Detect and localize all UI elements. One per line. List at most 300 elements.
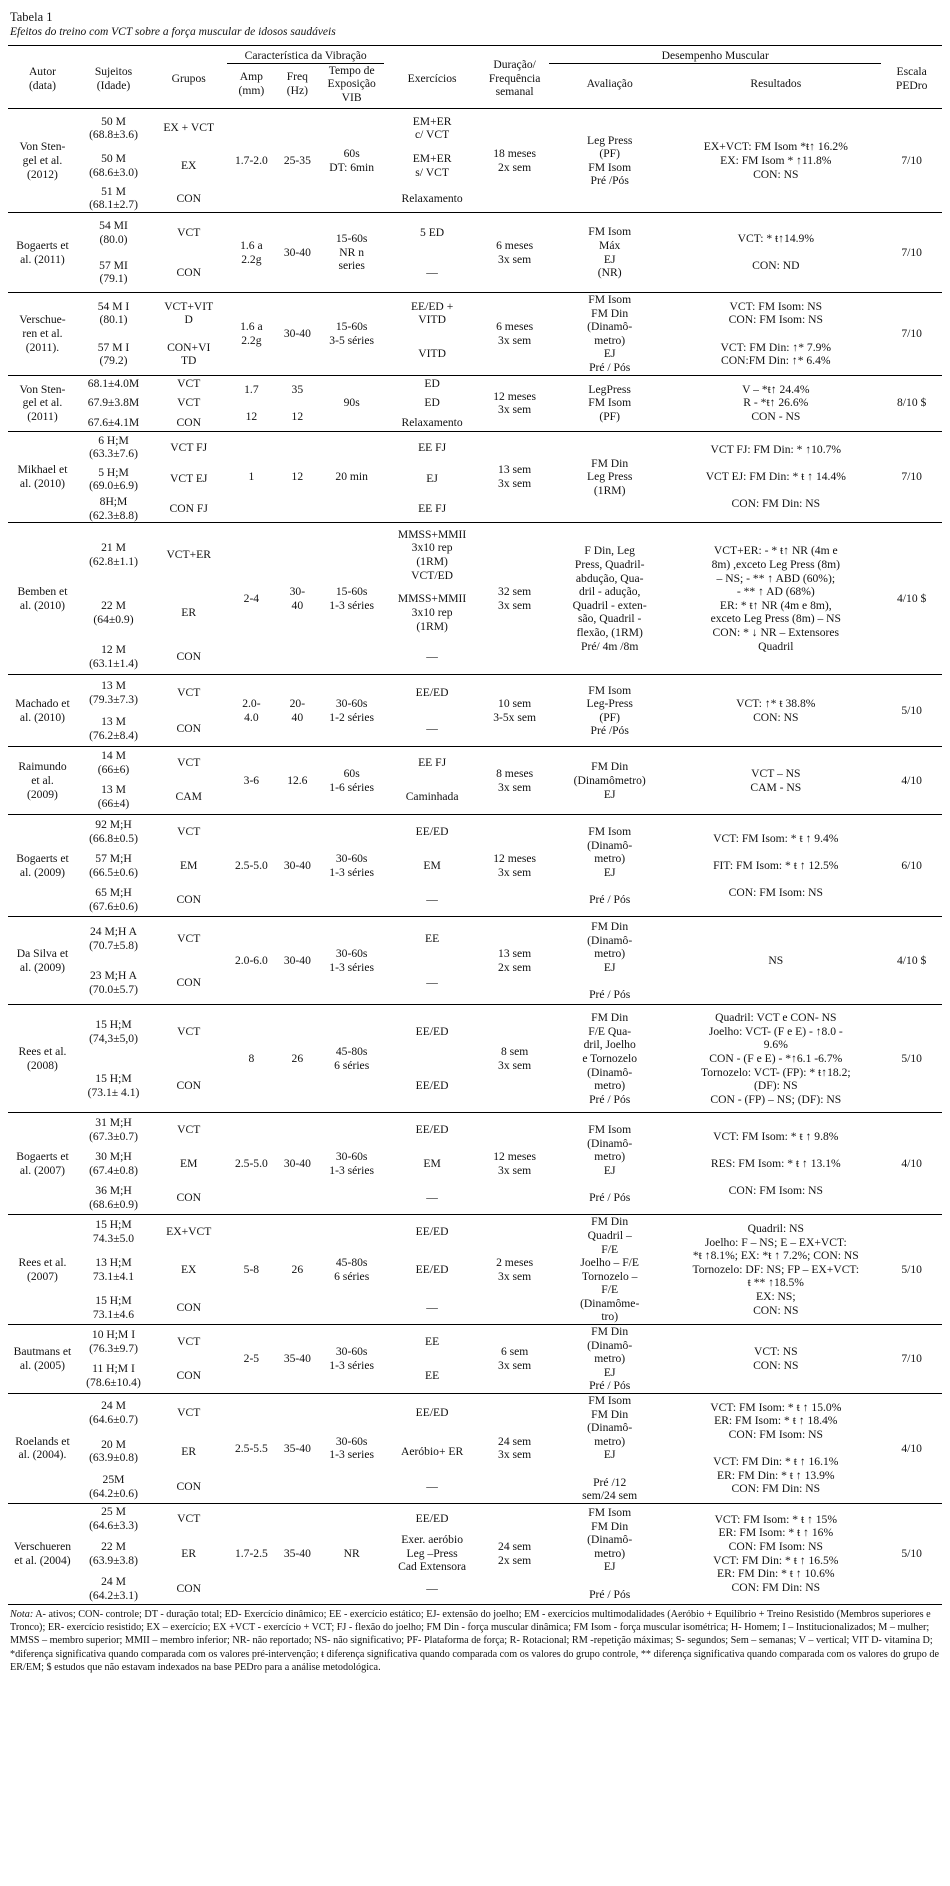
group-cell: CON: [176, 649, 201, 663]
note-label: Nota:: [10, 1608, 34, 1620]
group-cell: CON: [176, 416, 201, 430]
exercise-cell: EM: [423, 1157, 441, 1171]
pedro-score-cell: 8/10 $: [897, 396, 927, 410]
exercise-cell: EE/ED: [415, 1025, 449, 1039]
evaluation-cell: FM Isom FM Din (Dinamô- metro) EJ Pré / Pós: [587, 293, 633, 375]
pedro-score-cell: 7/10: [901, 153, 922, 167]
amp-cell: 1.7 12: [244, 382, 259, 423]
exercise-cell: EE: [425, 1369, 440, 1383]
evaluation-cell: Leg Press (PF) FM Isom Pré /Pós: [586, 133, 633, 188]
evaluation-cell: FM Din Leg Press (1RM): [586, 456, 633, 497]
group-cell: VCT+ER: [166, 548, 211, 562]
results-cell: V – *ŧ↑ 24.4% R - *ŧ↑ 26.6% CON - NS: [742, 382, 810, 423]
author-cell: Machado et al. (2010): [15, 697, 70, 724]
author-cell: Bautmans et al. (2005): [13, 1345, 72, 1373]
time-cell: 30-60s 1-2 séries: [329, 697, 375, 724]
pedro-score-cell: 5/10: [901, 1262, 922, 1276]
study-block: [8, 675, 942, 747]
subjects-cell: 68.1±4.0M: [87, 376, 140, 390]
freq-cell: 30-40: [283, 954, 311, 968]
author-cell: Mikhael et al. (2010): [17, 463, 68, 490]
group-cell: CON: [176, 1479, 201, 1493]
group-cell: CON: [176, 892, 201, 906]
amp-cell: 2-5: [243, 1352, 260, 1366]
subjects-cell: 22 M (64±0.9): [93, 599, 134, 626]
pedro-score-cell: 7/10: [901, 327, 922, 341]
evaluation-cell: LegPress FM Isom (PF): [588, 382, 632, 423]
duration-cell: 8 meses 3x sem: [496, 767, 534, 794]
study-block: [8, 375, 942, 431]
exercise-cell: EE FJ: [418, 440, 447, 454]
evaluation-cell: FM Din F/E Qua- dril, Joelho e Tornozelo (Dinamô- metro) Pré / Pós: [582, 1011, 638, 1106]
time-cell: 30-60s 1-3 séries: [329, 852, 375, 879]
table-title: Efeitos do treino com VCT sobre a força muscular de idosos saudáveis: [10, 26, 336, 38]
group-cell: ER: [181, 1444, 197, 1458]
pedro-score-cell: 4/10: [901, 1441, 922, 1455]
exercise-cell: EE/ED: [415, 1262, 449, 1276]
subjects-cell: 14 M (66±6): [97, 749, 130, 777]
duration-cell: 24 sem 2x sem: [498, 1540, 532, 1567]
header-grupos: Grupos: [171, 71, 206, 85]
author-cell: Raimundo et al. (2009): [18, 760, 67, 801]
subjects-cell: 10 H;M I (76.3±9.7): [89, 1328, 138, 1356]
table-header: [8, 46, 942, 109]
duration-cell: 6 meses 3x sem: [496, 238, 534, 266]
study-block: [8, 213, 942, 293]
subjects-cell: 24 M (64.6±0.7): [89, 1399, 138, 1427]
author-cell: Rees et al. (2007): [18, 1256, 67, 1283]
duration-cell: 6 sem 3x sem: [498, 1345, 532, 1373]
pedro-score-cell: 6/10: [901, 859, 922, 873]
time-cell: 30-60s 1-3 series: [329, 1434, 375, 1462]
evaluation-cell: FM Isom FM Din (Dinamô- metro) EJ Pré /12 sem/24 sem: [582, 1394, 638, 1503]
duration-cell: 12 meses 3x sem: [493, 389, 537, 417]
freq-cell: 35-40: [283, 1546, 311, 1560]
table-row: [8, 1394, 942, 1433]
time-cell: 45-80s 6 séries: [334, 1256, 370, 1283]
time-cell: 60s DT: 6min: [329, 147, 375, 174]
subjects-cell: 54 MI (80.0): [99, 219, 128, 246]
subjects-cell: 15 H;M 74.3±5.0: [92, 1218, 135, 1245]
exercise-cell: EE/ED: [415, 1225, 449, 1239]
note-text: A- ativos; CON- controle; DT - duração total; ED- Exercício dinâmico; EE - exercício estático; EJ- extensão do joelho; EM - exercícios multimodalidades (Aeróbio + Equilíbrio + Treino Resistido (Membros superiores e Tronco); ER- exercício resistido; EX – exercício; EX +VCT - exercício + VCT; FJ - flexão do joelho; FM Din - força muscular dinâmica; FM Isom - força muscular isométrica; H- Homem; I – Institucionalizados; M – mulher; MMSS – membro superior; MMII – membro inferior; NR- não reportado; NS- não significativo; PF- Plataforma de força; R- Rotacional; RM -repetição máximas; S- segundos; Sem – semanas; V – vertical; VIT D- vitamina D; *diferença significativa quando comparada com os valores pré-intervenção; ŧ diferença significativa quando comparada com os valores do grupo controle, ** diferença significativa quando comparada com os valores do grupo de ER/EM; $ estudos que não estavam indexados na base PEDro para a análise metodológica.: [10, 1608, 939, 1674]
author-cell: Bogaerts et al. (2011): [16, 238, 69, 266]
author-cell: Roelands et al. (2004).: [15, 1434, 70, 1462]
freq-cell: 35-40: [283, 1441, 311, 1455]
table-row: [8, 1113, 942, 1147]
pedro-score-cell: 7/10: [901, 1352, 922, 1366]
duration-cell: 2 meses 3x sem: [496, 1256, 534, 1283]
results-cell: VCT: * ŧ↑14.9% CON: ND: [737, 232, 814, 273]
exercise-cell: —: [426, 649, 438, 663]
pedro-score-cell: 4/10 $: [897, 592, 927, 606]
group-cell: VCT: [177, 1406, 201, 1420]
table-row: [8, 1215, 942, 1249]
amp-cell: 1.7-2.5: [234, 1546, 268, 1560]
exercise-cell: Aeróbio+ ER: [400, 1444, 464, 1458]
exercise-cell: —: [426, 265, 438, 279]
results-cell: VCT FJ: FM Din: * ↑10.7% VCT EJ: FM Din: * ŧ ↑ 14.4% CON: FM Din: NS: [705, 442, 846, 511]
time-cell: 30-60s 1-3 séries: [329, 1150, 375, 1177]
exercise-cell: —: [426, 1300, 438, 1314]
duration-cell: 12 meses 3x sem: [493, 852, 537, 879]
study-block: [8, 747, 942, 815]
results-cell: NS: [768, 954, 784, 968]
exercise-cell: MMSS+MMII 3x10 rep (1RM) VCT/ED: [397, 527, 467, 582]
exercise-cell: EE/ED: [415, 825, 449, 839]
results-table: [8, 46, 942, 1605]
exercise-cell: EE: [425, 1335, 440, 1349]
amp-cell: 2-4: [243, 592, 260, 606]
exercise-cell: EE FJ: [418, 501, 447, 515]
study-block: [8, 815, 942, 917]
study-block: [8, 917, 942, 1005]
results-cell: VCT: FM Isom: * ŧ ↑ 9.4% FIT: FM Isom: * ŧ ↑ 12.5% CON: FM Isom: NS: [713, 831, 839, 900]
header-exercicios: Exercícios: [407, 71, 457, 85]
subjects-cell: 15 H;M (73.1± 4.1): [87, 1071, 140, 1099]
group-cell: CON: [176, 1078, 201, 1092]
evaluation-cell: FM Isom (Dinamô- metro) EJ Pré / Pós: [587, 825, 633, 906]
group-cell: EX + VCT: [163, 121, 215, 135]
amp-cell: 5-8: [243, 1262, 260, 1276]
exercise-cell: EE/ED: [415, 686, 449, 700]
table-row: [8, 917, 942, 961]
freq-cell: 30-40: [283, 327, 311, 341]
pedro-score-cell: 7/10: [901, 245, 922, 259]
study-block: [8, 1394, 942, 1504]
results-cell: VCT – NS CAM - NS: [750, 767, 802, 794]
subjects-cell: 21 M (62.8±1.1): [89, 541, 138, 569]
exercise-cell: EE FJ: [418, 756, 447, 770]
table-row: [8, 109, 942, 147]
exercise-cell: EM+ER s/ VCT: [412, 152, 452, 179]
subjects-cell: 30 M;H (67.4±0.8): [89, 1150, 138, 1177]
amp-cell: 1.6 a 2.2g: [240, 238, 263, 266]
header-sujeitos: Sujeitos (Idade): [94, 65, 133, 92]
header-duracao: Duração/ Frequência semanal: [488, 58, 541, 99]
pedro-score-cell: 4/10 $: [897, 954, 927, 968]
group-cell: VCT: [177, 756, 201, 770]
study-block: [8, 1005, 942, 1113]
subjects-cell: 50 M (68.6±3.0): [89, 152, 138, 179]
freq-cell: 30-40: [283, 1157, 311, 1171]
freq-cell: 30- 40: [289, 585, 306, 612]
results-cell: VCT: FM Isom: * ŧ ↑ 15% ER: FM Isom: * ŧ ↑ 16% CON: FM Isom: NS VCT: FM Din: * ŧ ↑ 16.5% ER: FM Din: * ŧ ↑ 10.6% CON: FM Din: NS: [713, 1512, 839, 1594]
duration-cell: 10 sem 3-5x sem: [493, 697, 537, 724]
subjects-cell: 20 M (63.9±0.8): [89, 1437, 138, 1465]
subjects-cell: 67.6±4.1M: [87, 416, 140, 430]
duration-cell: 13 sem 3x sem: [498, 463, 532, 490]
subjects-cell: 57 M I (79.2): [97, 340, 130, 368]
study-block: [8, 431, 942, 523]
study-block: [8, 523, 942, 675]
group-cell: VCT: [177, 376, 201, 390]
amp-cell: 2.5-5.5: [234, 1441, 268, 1455]
subjects-cell: 15 H;M 73.1±4.6: [92, 1293, 135, 1321]
subjects-cell: 13 H;M 73.1±4.1: [92, 1256, 135, 1283]
evaluation-cell: FM Isom Leg-Press (PF) Pré /Pós: [586, 683, 633, 738]
exercise-cell: ED: [424, 396, 440, 410]
time-cell: 15-60s 1-3 séries: [329, 585, 375, 612]
group-cell: VCT FJ: [170, 440, 208, 454]
table-row: [8, 431, 942, 463]
group-cell: CON: [176, 1300, 201, 1314]
subjects-cell: 92 M;H (66.8±0.5): [89, 818, 138, 846]
amp-cell: 1.7-2.0: [234, 153, 268, 167]
header-avaliacao: Avaliação: [586, 77, 633, 91]
results-cell: Quadril: VCT e CON- NS Joelho: VCT- (F e E) - ↑8.0 - 9.6% CON - (F e E) - *↑6.1 -6.7% Tornozelo: VCT- (FP): * ŧ↑18.2; (DF): NS CON - (FP) – NS; (DF): NS: [701, 1011, 851, 1106]
time-cell: 15-60s NR n series: [335, 232, 368, 273]
group-cell: EX: [180, 159, 197, 173]
subjects-cell: 13 M (76.2±8.4): [89, 714, 138, 742]
subjects-cell: 51 M (68.1±2.7): [89, 184, 138, 212]
results-cell: EX+VCT: FM Isom *ŧ↑ 16.2% EX: FM Isom * ↑11.8% CON: NS: [703, 140, 848, 181]
table-row: [8, 213, 942, 253]
study-block: [8, 109, 942, 213]
exercise-cell: 5 ED: [420, 226, 445, 240]
evaluation-cell: FM Din (Dinamô- metro) EJ Pré / Pós: [587, 1325, 633, 1393]
freq-cell: 25-35: [283, 153, 311, 167]
results-cell: VCT: FM Isom: NS CON: FM Isom: NS VCT: FM Din: ↑* 7.9% CON:FM Din: ↑* 6.4%: [720, 299, 832, 368]
study-block: [8, 1113, 942, 1215]
evaluation-cell: FM Isom FM Din (Dinamô- metro) EJ Pré / Pós: [587, 1506, 633, 1601]
subjects-cell: 13 M (79.3±7.3): [89, 679, 138, 707]
group-cell: CON: [176, 1369, 201, 1383]
group-cell: CON: [176, 1582, 201, 1596]
study-block: [8, 1325, 942, 1394]
table-label: Tabela 1: [10, 10, 53, 24]
subjects-cell: 15 H;M (74,3±5,0): [89, 1018, 138, 1046]
exercise-cell: VITD: [418, 347, 446, 361]
evaluation-cell: FM Din (Dinamômetro) EJ: [573, 760, 646, 801]
group-cell: VCT: [177, 1511, 201, 1525]
time-cell: 30-60s 1-3 séries: [329, 947, 375, 974]
pedro-score-cell: 5/10: [901, 1052, 922, 1066]
group-cell: VCT: [177, 1335, 201, 1349]
exercise-cell: EE/ED: [415, 1078, 449, 1092]
author-cell: Da Silva et al. (2009): [16, 947, 69, 974]
freq-cell: 12: [291, 470, 304, 484]
group-cell: ER: [181, 606, 197, 620]
study-block: [8, 293, 942, 376]
duration-cell: 6 meses 3x sem: [496, 320, 534, 347]
table-row: [8, 1325, 942, 1359]
exercise-cell: EM: [423, 859, 441, 873]
pedro-score-cell: 5/10: [901, 704, 922, 718]
group-cell: EM: [180, 859, 198, 873]
freq-cell: 35 12: [291, 382, 304, 423]
header-desempenho: Desempenho Muscular: [549, 46, 881, 63]
evaluation-cell: FM Isom (Dinamô- metro) EJ Pré / Pós: [587, 1123, 633, 1204]
amp-cell: 2.0-6.0: [234, 954, 268, 968]
amp-cell: 2.5-5.0: [234, 1157, 268, 1171]
exercise-cell: EE/ED: [415, 1123, 449, 1137]
exercise-cell: ED: [424, 376, 440, 390]
exercise-cell: EM+ER c/ VCT: [412, 114, 452, 142]
table-row: [8, 293, 942, 334]
pedro-score-cell: 4/10: [901, 1157, 922, 1171]
subjects-cell: 12 M (63.1±1.4): [89, 642, 138, 670]
exercise-cell: —: [426, 1190, 438, 1204]
group-cell: EX: [180, 1262, 197, 1276]
amp-cell: 2.5-5.0: [234, 859, 268, 873]
group-cell: EX+VCT: [166, 1225, 212, 1239]
exercise-cell: Relaxamento: [401, 191, 463, 205]
results-cell: VCT: ↑* ŧ 38.8% CON: NS: [736, 697, 816, 724]
subjects-cell: 54 M I (80.1): [97, 299, 130, 327]
table-row: [8, 815, 942, 849]
group-cell: CON: [176, 265, 201, 279]
exercise-cell: —: [426, 1582, 438, 1596]
table-row: [8, 747, 942, 779]
group-cell: VCT: [177, 932, 201, 946]
table-row: [8, 675, 942, 711]
subjects-cell: 11 H;M I (78.6±10.4): [86, 1362, 141, 1390]
subjects-cell: 23 M;H A (70.0±5.7): [89, 968, 138, 996]
author-cell: Verschue- ren et al. (2011).: [19, 313, 66, 354]
subjects-cell: 8H;M (62.3±8.8): [89, 495, 138, 522]
evaluation-cell: FM Isom Máx EJ (NR): [588, 225, 632, 280]
duration-cell: 12 meses 3x sem: [493, 1150, 537, 1177]
study-block: [8, 1215, 942, 1325]
evaluation-cell: FM Din Quadril – F/E Joelho – F/E Tornozelo – F/E (Dinamôme- tro): [580, 1215, 640, 1324]
pedro-score-cell: 5/10: [901, 1546, 922, 1560]
author-cell: Von Sten- gel et al. (2012): [19, 140, 66, 181]
header-vibracao: Característica da Vibração: [227, 46, 384, 63]
group-cell: VCT: [177, 686, 201, 700]
freq-cell: 26: [291, 1052, 304, 1066]
results-cell: VCT: NS CON: NS: [753, 1345, 799, 1373]
time-cell: NR: [343, 1546, 360, 1560]
subjects-cell: 36 M;H (68.6±0.9): [89, 1183, 138, 1211]
subjects-cell: 24 M (64.2±3.1): [89, 1575, 138, 1602]
subjects-cell: 50 M (68.8±3.6): [89, 114, 138, 142]
freq-cell: 30-40: [283, 859, 311, 873]
subjects-cell: 67.9±3.8M: [87, 396, 140, 410]
subjects-cell: 31 M;H (67.3±0.7): [89, 1116, 138, 1144]
table-row: [8, 1503, 942, 1533]
header-resultados: Resultados: [750, 77, 802, 91]
freq-cell: 26: [291, 1262, 304, 1276]
group-cell: CON FJ: [169, 501, 208, 515]
subjects-cell: 24 M;H A (70.7±5.8): [89, 925, 138, 953]
exercise-cell: EE/ED: [415, 1511, 449, 1525]
time-cell: 45-80s 6 séries: [334, 1045, 370, 1072]
evaluation-cell: F Din, Leg Press, Quadril- abdução, Qua- dril - adução, Quadril - exten- são, Quadril - flexão, (1RM) Pré/ 4m /8m: [572, 544, 647, 653]
header-amp: Amp (mm): [238, 70, 265, 97]
exercise-cell: Relaxamento: [401, 416, 463, 430]
results-cell: VCT: FM Isom: * ŧ ↑ 9.8% RES: FM Isom: * ŧ ↑ 13.1% CON: FM Isom: NS: [710, 1129, 841, 1198]
results-cell: VCT+ER: - * ŧ↑ NR (4m e 8m) ,exceto Leg Press (8m) – NS; - ** ↑ ABD (60%); - ** ↑ AD (68%) ER: * ŧ↑ NR (4m e 8m), exceto Leg Press (8m) – NS CON: * ↓ NR – Extensores Quadril: [710, 544, 841, 653]
subjects-cell: 22 M (63.9±3.8): [89, 1540, 138, 1567]
header-tempo: Tempo de Exposição VIB: [327, 63, 376, 104]
exercise-cell: MMSS+MMII 3x10 rep (1RM): [397, 592, 467, 633]
pedro-score-cell: 4/10: [901, 774, 922, 788]
group-cell: CON: [176, 1190, 201, 1204]
author-cell: Von Sten- gel et al. (2011): [19, 382, 66, 423]
group-cell: ER: [181, 1546, 197, 1560]
group-cell: VCT: [177, 396, 201, 410]
amp-cell: 1: [248, 470, 255, 484]
exercise-cell: Exer. aeróbio Leg –Press Cad Extensora: [398, 1533, 467, 1574]
subjects-cell: 13 M (66±4): [97, 782, 130, 810]
amp-cell: 1.6 a 2.2g: [240, 320, 263, 347]
duration-cell: 8 sem 3x sem: [498, 1045, 532, 1072]
group-cell: CAM: [175, 789, 202, 803]
group-cell: VCT: [177, 825, 201, 839]
duration-cell: 24 sem 3x sem: [498, 1434, 532, 1462]
subjects-cell: 5 H;M (69.0±6.9): [89, 465, 138, 493]
time-cell: 20 min: [335, 470, 368, 484]
group-cell: VCT: [177, 226, 201, 240]
subjects-cell: 57 M;H (66.5±0.6): [89, 852, 138, 879]
subjects-cell: 25 M (64.6±3.3): [89, 1504, 138, 1532]
exercise-cell: Caminhada: [405, 789, 459, 803]
author-cell: Bogaerts et al. (2009): [16, 852, 69, 879]
exercise-cell: EJ: [426, 472, 438, 486]
results-cell: Quadril: NS Joelho: F – NS; E – EX+VCT: *ŧ ↑8.1%; EX: *ŧ ↑ 7.2%; CON: NS Tornozelo: DF: NS; FP – EX+VCT: ŧ ** ↑18.5% EX: NS; CON: NS: [692, 1222, 860, 1317]
header-escala: Escala PEDro: [895, 65, 928, 92]
freq-cell: 30-40: [283, 245, 311, 259]
author-cell: Bemben et al. (2010): [17, 585, 68, 612]
group-cell: VCT: [177, 1123, 201, 1137]
subjects-cell: 65 M;H (67.6±0.6): [89, 885, 138, 913]
author-cell: Rees et al. (2008): [18, 1045, 67, 1072]
exercise-cell: —: [426, 975, 438, 989]
group-cell: VCT EJ: [169, 472, 208, 486]
group-cell: EM: [180, 1157, 198, 1171]
exercise-cell: —: [426, 892, 438, 906]
exercise-cell: —: [426, 1479, 438, 1493]
subjects-cell: 57 MI (79.1): [99, 258, 128, 286]
exercise-cell: EE/ED + VITD: [410, 299, 454, 327]
author-cell: Bogaerts et al. (2007): [16, 1150, 69, 1177]
exercise-cell: EE/ED: [415, 1406, 449, 1420]
time-cell: 30-60s 1-3 séries: [329, 1345, 375, 1373]
evaluation-cell: FM Din (Dinamô- metro) EJ Pré / Pós: [587, 920, 633, 1001]
amp-cell: 2.0- 4.0: [242, 697, 261, 724]
group-cell: VCT+VIT D: [164, 299, 214, 327]
freq-cell: 35-40: [283, 1352, 311, 1366]
duration-cell: 18 meses 2x sem: [493, 147, 537, 174]
exercise-cell: EE: [425, 932, 440, 946]
author-cell: Verschueren et al. (2004): [13, 1540, 72, 1567]
header-autor: Autor (data): [28, 65, 56, 92]
results-cell: VCT: FM Isom: * ŧ ↑ 15.0% ER: FM Isom: * ŧ ↑ 18.4% CON: FM Isom: NS VCT: FM Din: * ŧ ↑ 16.1% ER: FM Din: * ŧ ↑ 13.9% CON: FM Din: NS: [710, 1400, 842, 1496]
time-cell: 15-60s 3-5 séries: [329, 320, 375, 347]
time-cell: 60s 1-6 séries: [329, 767, 375, 794]
freq-cell: 20- 40: [289, 697, 306, 724]
subjects-cell: 6 H;M (63.3±7.6): [89, 433, 138, 461]
amp-cell: 8: [248, 1052, 255, 1066]
header-freq: Freq (Hz): [286, 70, 308, 97]
study-block: [8, 1503, 942, 1604]
group-cell: CON: [176, 721, 201, 735]
duration-cell: 13 sem 2x sem: [498, 947, 532, 974]
freq-cell: 12.6: [287, 774, 308, 788]
table-row: [8, 523, 942, 587]
table-notes: [10, 1608, 940, 1675]
time-cell: 90s: [343, 396, 360, 410]
group-cell: CON: [176, 191, 201, 205]
subjects-cell: 25M (64.2±0.6): [89, 1473, 138, 1500]
group-cell: CON+VI TD: [167, 340, 211, 368]
duration-cell: 32 sem 3x sem: [498, 585, 532, 612]
group-cell: VCT: [177, 1025, 201, 1039]
exercise-cell: —: [426, 721, 438, 735]
pedro-score-cell: 7/10: [901, 470, 922, 484]
table-row: [8, 1005, 942, 1059]
